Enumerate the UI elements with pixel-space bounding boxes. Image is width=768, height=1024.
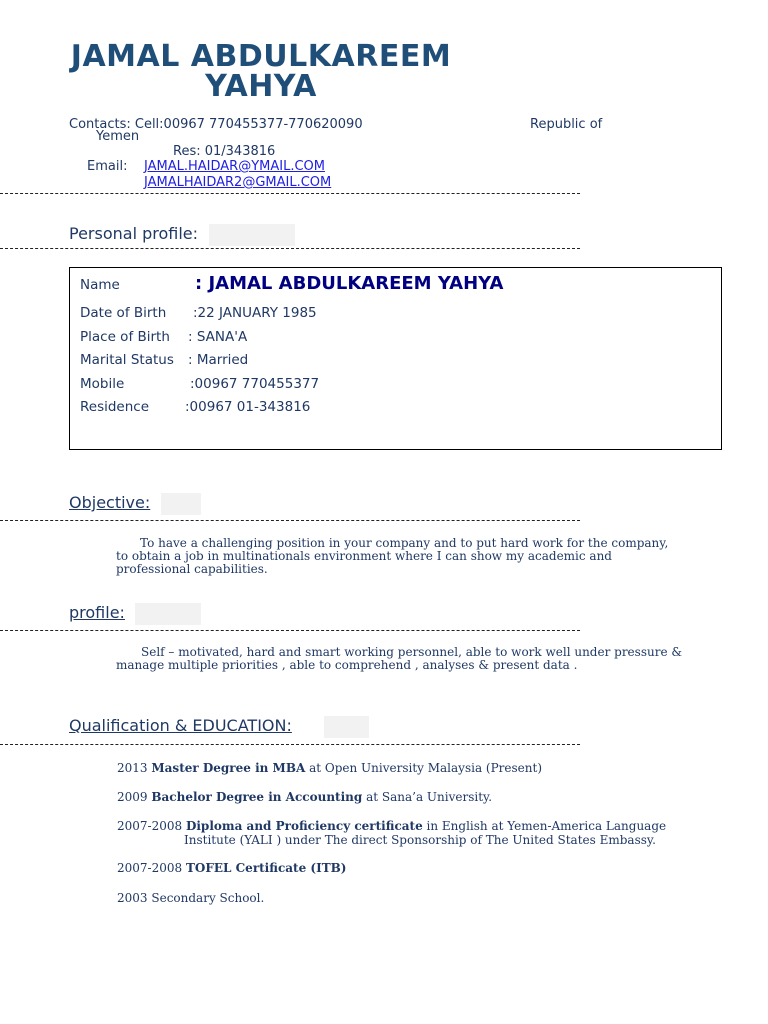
cell-number: 00967 770455377-770620090 xyxy=(163,117,363,132)
section-personal-profile-title: Personal profile: xyxy=(69,224,199,243)
section-objective-title: Objective: xyxy=(69,493,151,512)
education-item: 2003 Secondary School. xyxy=(117,891,265,905)
row-dob xyxy=(80,305,317,321)
label-dob: Date of Birth xyxy=(80,305,167,321)
row-name xyxy=(80,273,504,294)
education-item-continuation: Institute (YALI ) under The direct Sponsorship of The United States Embassy. xyxy=(184,833,656,847)
section-objective xyxy=(69,493,201,513)
section-qualification-title: Qualification & EDUCATION: xyxy=(69,716,292,735)
label-pob: Place of Birth xyxy=(80,329,170,345)
row-mobile xyxy=(80,376,320,392)
row-residence xyxy=(80,399,311,415)
objective-line-3: professional capabilities. xyxy=(116,562,268,576)
section-profile xyxy=(69,603,201,623)
objective-line-2: to obtain a job in multinationals environment where I can show my academic and xyxy=(116,549,612,563)
objective-line-1: To have a challenging position in your company and to put hard work for the company, xyxy=(140,536,669,550)
education-item: 2009 Bachelor Degree in Accounting at Sana’a University. xyxy=(117,790,493,804)
value-marital: : Married xyxy=(188,352,249,368)
country-part1: Republic of xyxy=(530,117,603,132)
country-part2: Yemen xyxy=(96,129,140,144)
divider xyxy=(0,193,580,194)
profile-line-1: Self – motivated, hard and smart working personnel, able to work well under pressure & xyxy=(141,645,683,659)
value-name: : JAMAL ABDULKAREEM YAHYA xyxy=(195,273,504,294)
resume-name xyxy=(68,39,454,104)
value-mobile: :00967 770455377 xyxy=(190,376,320,392)
section-personal-profile xyxy=(69,224,295,244)
section-profile-title: profile: xyxy=(69,603,125,622)
profile-line-2: manage multiple priorities , able to comprehend , analyses & present data . xyxy=(116,658,578,672)
email-label: Email: xyxy=(87,159,128,174)
education-item: 2013 Master Degree in MBA at Open University Malaysia (Present) xyxy=(117,761,543,775)
contacts-label: Contacts: Cell: xyxy=(69,117,164,132)
name-line-2: YAHYA xyxy=(205,69,317,104)
divider xyxy=(0,520,580,521)
education-item: 2007-2008 Diploma and Proficiency certificate in English at Yemen-America Language xyxy=(117,819,667,833)
divider xyxy=(0,630,580,631)
value-pob: : SANA'A xyxy=(188,329,248,345)
value-dob: :22 JANUARY 1985 xyxy=(193,305,317,321)
email-link-1[interactable]: JAMAL.HAIDAR@YMAIL.COM xyxy=(144,159,325,174)
row-marital xyxy=(80,352,249,368)
divider xyxy=(0,248,580,249)
name-line-1: JAMAL ABDULKAREEM xyxy=(70,39,452,74)
label-marital: Marital Status xyxy=(80,352,174,368)
label-residence: Residence xyxy=(80,399,150,415)
label-mobile: Mobile xyxy=(80,376,125,392)
email-link-2[interactable]: JAMALHAIDAR2@GMAIL.COM xyxy=(144,175,332,190)
row-pob xyxy=(80,329,248,345)
res-phone: Res: 01/343816 xyxy=(173,144,276,159)
value-residence: :00967 01-343816 xyxy=(185,399,311,415)
divider xyxy=(0,744,580,745)
section-qualification xyxy=(69,716,369,736)
education-item: 2007-2008 TOFEL Certificate (ITB) xyxy=(117,861,347,875)
label-name: Name xyxy=(80,277,120,293)
